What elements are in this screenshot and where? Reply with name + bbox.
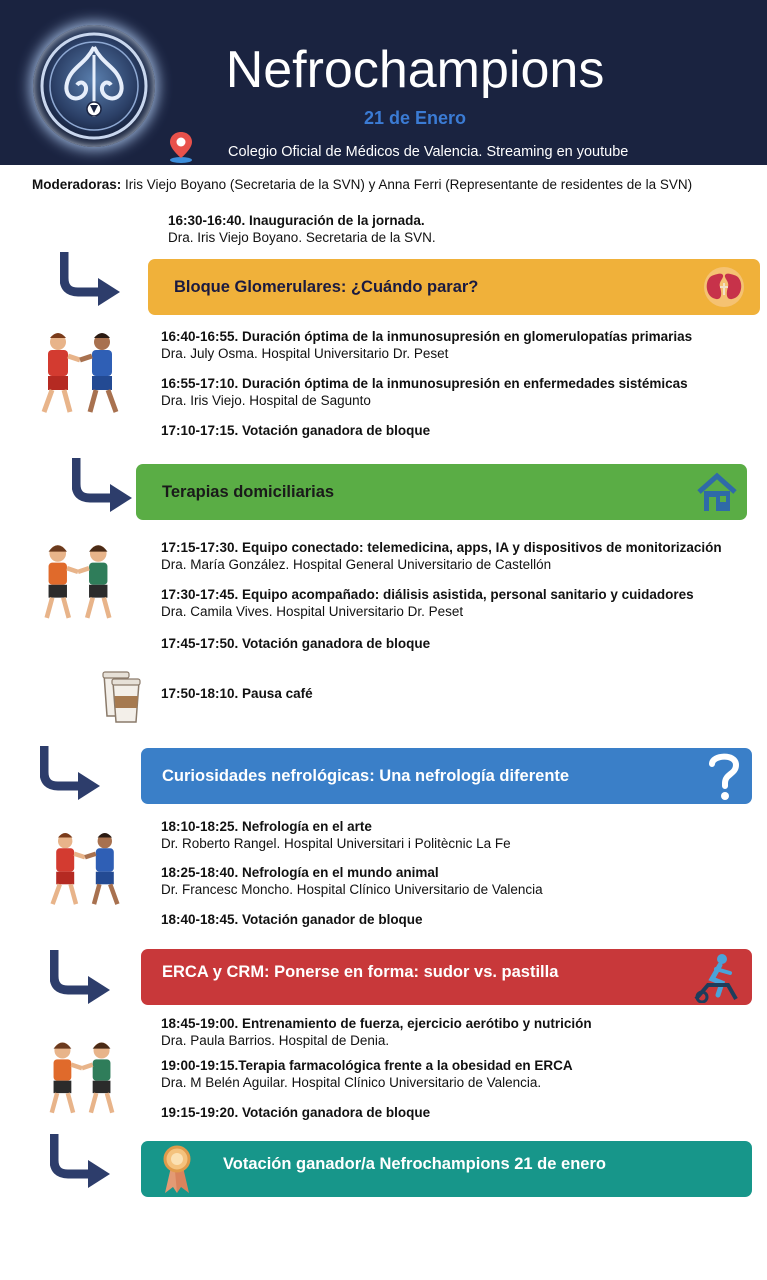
talk-title: 17:15-17:30. Equipo conectado: telemedicina, apps, IA y dispositivos de monitorización	[161, 540, 722, 555]
talk-speaker: Dra. María González. Hospital General Universitario de Castellón	[161, 557, 552, 572]
players-illustration	[32, 540, 124, 629]
talk-item	[161, 375, 688, 409]
moderators-label: Moderadoras:	[32, 177, 122, 192]
players-illustration	[36, 1038, 128, 1123]
talk-title: 17:30-17:45. Equipo acompañado: diálisis asistida, personal sanitario y cuidadores	[161, 587, 694, 602]
vote-item	[161, 911, 423, 928]
arrow-icon	[60, 248, 122, 311]
block-curiosidades-header	[141, 748, 752, 804]
talk-item	[161, 586, 694, 620]
talk-item	[161, 864, 543, 898]
nefrochampions-logo	[33, 25, 155, 147]
block-title: Bloque Glomerulares: ¿Cuándo parar?	[174, 277, 479, 296]
talk-title: 18:45-19:00. Entrenamiento de fuerza, ejercicio aerótibo y nutrición	[161, 1016, 592, 1031]
talk-speaker: Dra. July Osma. Hospital Universitario Dr. Peset	[161, 346, 449, 361]
event-date: 21 de Enero	[363, 108, 467, 128]
block-erca-header	[141, 949, 752, 1005]
opening-title: 16:30-16:40. Inauguración de la jornada.	[168, 213, 425, 228]
arrow-icon	[50, 946, 112, 1009]
page-title: Nefrochampions	[225, 41, 605, 99]
coffee-break-text: 17:50-18:10. Pausa café	[161, 686, 313, 701]
location-pin-icon	[168, 130, 194, 169]
talk-title: 18:10-18:25. Nefrología en el arte	[161, 819, 372, 834]
talk-speaker: Dr. Roberto Rangel. Hospital Universitari i Politècnic La Fe	[161, 836, 511, 851]
arrow-icon	[50, 1130, 112, 1193]
award-ribbon-icon	[161, 1141, 193, 1197]
talk-item	[161, 818, 511, 852]
players-illustration	[30, 328, 130, 423]
talk-speaker: Dra. M Belén Aguilar. Hospital Clínico Universitario de Valencia.	[161, 1075, 542, 1090]
house-icon	[695, 464, 739, 520]
opening-speaker: Dra. Iris Viejo Boyano. Secretaria de la SVN.	[168, 230, 436, 245]
moderators-line	[32, 177, 692, 192]
talk-item	[161, 1015, 592, 1049]
opening-item	[168, 212, 436, 246]
vote-text: 19:15-19:20. Votación ganadora de bloque	[161, 1105, 431, 1120]
coffee-cup-icon	[101, 670, 143, 729]
talk-title: 19:00-19:15.Terapia farmacológica frente a la obesidad en ERCA	[161, 1058, 573, 1073]
block-glomerulares-header	[148, 259, 760, 315]
talk-speaker: Dra. Iris Viejo. Hospital de Sagunto	[161, 393, 371, 408]
moderators-text: Iris Viejo Boyano (Secretaria de la SVN) y Anna Ferri (Representante de residentes de la SVN)	[125, 177, 693, 192]
talk-speaker: Dra. Paula Barrios. Hospital de Denia.	[161, 1033, 390, 1048]
block-terapias-header	[136, 464, 747, 520]
vote-text: 17:10-17:15. Votación ganadora de bloque	[161, 423, 431, 438]
talk-speaker: Dra. Camila Vives. Hospital Universitario Dr. Peset	[161, 604, 464, 619]
block-title: ERCA y CRM: Ponerse en forma: sudor vs. pastilla	[162, 963, 559, 981]
talk-item	[161, 539, 722, 573]
talk-title: 16:55-17:10. Duración óptima de la inmunosupresión en enfermedades sistémicas	[161, 376, 688, 391]
kidney-icon	[696, 259, 752, 315]
final-vote-header	[141, 1141, 752, 1197]
vote-text: 18:40-18:45. Votación ganador de bloque	[161, 912, 423, 927]
vote-item	[161, 635, 430, 652]
vote-item	[161, 422, 430, 439]
block-title: Terapias domiciliarias	[162, 482, 335, 501]
vote-text: 17:45-17:50. Votación ganadora de bloque	[161, 636, 431, 651]
talk-title: 18:25-18:40. Nefrología en el mundo animal	[161, 865, 439, 880]
talk-title: 16:40-16:55. Duración óptima de la inmunosupresión en glomerulopatías primarias	[161, 329, 693, 344]
cyclist-icon	[688, 949, 744, 1005]
final-vote-title: Votación ganador/a Nefrochampions 21 de enero	[223, 1155, 606, 1173]
coffee-break-item	[161, 685, 313, 702]
talk-item	[161, 328, 692, 362]
arrow-icon	[40, 742, 102, 805]
block-title: Curiosidades nefrológicas: Una nefrología diferente	[162, 766, 570, 785]
vote-item	[161, 1104, 430, 1121]
venue-text: Colegio Oficial de Médicos de Valencia. Streaming en youtube	[228, 144, 629, 160]
question-icon	[704, 748, 744, 804]
talk-speaker: Dr. Francesc Moncho. Hospital Clínico Universitario de Valencia	[161, 882, 543, 897]
players-illustration	[40, 826, 130, 917]
talk-item	[161, 1057, 573, 1091]
header-banner	[0, 0, 767, 165]
arrow-icon	[72, 454, 134, 517]
